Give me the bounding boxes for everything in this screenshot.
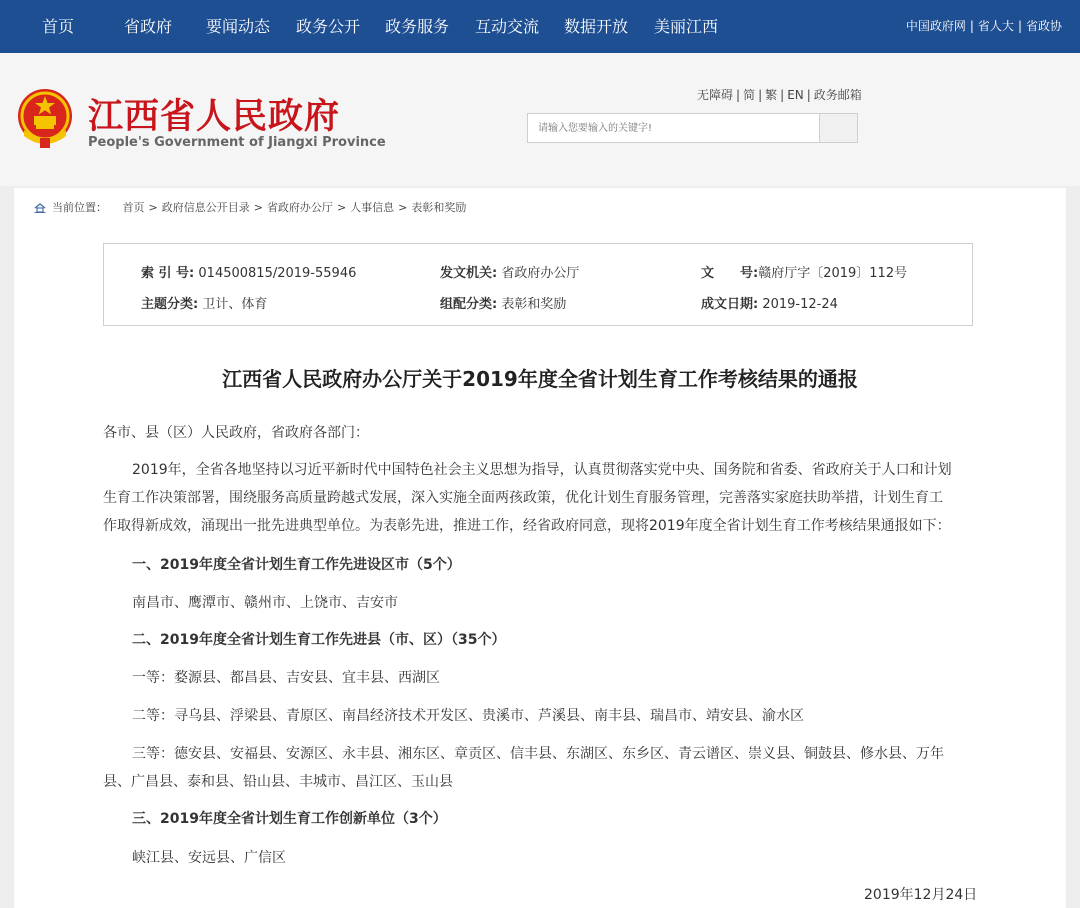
section3-list: 峡江县、安远县、广信区 bbox=[132, 850, 286, 866]
external-links bbox=[906, 0, 1062, 53]
intro-line-2: 生育工作决策部署，围绕服务高质量跨越式发展，深入实施全面两孩政策，优化计划生育服务管理，完善落实家庭扶助举措，计划生育工 bbox=[103, 490, 943, 506]
breadcrumb-item-personnel-info[interactable]: 人事信息 bbox=[350, 201, 395, 214]
link-english[interactable]: EN bbox=[787, 88, 804, 102]
breadcrumb-label: 当前位置： bbox=[52, 201, 107, 214]
tier1-list: 一等：婺源县、都昌县、吉安县、宜丰县、西湖区 bbox=[132, 670, 440, 686]
separator: | bbox=[736, 88, 741, 102]
section2-heading: 二、2019年度全省计划生育工作先进县（市、区）（35个） bbox=[132, 632, 506, 648]
tier3-list-line-1: 三等：德安县、安福县、安源区、永丰县、湘东区、章贡区、信丰县、东湖区、东乡区、青云谱区、崇义县、铜鼓县、修水县、万年 bbox=[132, 746, 944, 762]
breadcrumb-separator: > bbox=[253, 201, 263, 214]
separator: | bbox=[758, 88, 763, 102]
meta-category bbox=[440, 293, 566, 312]
separator: | bbox=[1017, 19, 1022, 33]
section1-list: 南昌市、鹰潭市、赣州市、上饶市、吉安市 bbox=[132, 595, 398, 611]
meta-date-label: 成文日期: bbox=[701, 297, 759, 312]
meta-issuer-label: 发文机关: bbox=[440, 266, 498, 281]
meta-index bbox=[141, 262, 356, 281]
link-gov-mailbox[interactable]: 政务邮箱 bbox=[813, 88, 862, 102]
link-simplified[interactable]: 简 bbox=[743, 88, 756, 102]
search-input[interactable] bbox=[527, 113, 820, 143]
breadcrumb bbox=[34, 199, 466, 215]
breadcrumb-item-general-office[interactable]: 省政府办公厅 bbox=[266, 201, 333, 214]
top-nav-bar bbox=[0, 0, 1080, 53]
nav-item-interaction[interactable]: 互动交流 bbox=[475, 17, 540, 36]
meta-category-value: 表彰和奖励 bbox=[501, 297, 567, 312]
meta-index-value: 014500815/2019-55946 bbox=[198, 266, 357, 281]
nav-item-open-data[interactable]: 数据开放 bbox=[564, 17, 629, 36]
meta-issuer-value: 省政府办公厅 bbox=[501, 266, 580, 281]
separator: | bbox=[780, 88, 785, 102]
meta-topic bbox=[141, 293, 267, 312]
utility-links bbox=[697, 86, 862, 103]
link-provincial-cppcc[interactable]: 省政协 bbox=[1025, 19, 1062, 33]
breadcrumb-separator: > bbox=[148, 201, 158, 214]
nav-item-news[interactable]: 要闻动态 bbox=[206, 17, 271, 36]
document-metadata-box bbox=[103, 243, 973, 326]
site-subtitle-en: People's Government of Jiangxi Province bbox=[88, 135, 386, 150]
section3-heading: 三、2019年度全省计划生育工作创新单位（3个） bbox=[132, 811, 447, 827]
breadcrumb-separator: > bbox=[336, 201, 347, 214]
meta-issuer bbox=[440, 262, 579, 281]
content-panel bbox=[14, 188, 1066, 908]
link-accessibility[interactable]: 无障碍 bbox=[697, 88, 734, 102]
nav-item-beautiful-jiangxi[interactable]: 美丽江西 bbox=[654, 17, 719, 36]
meta-category-label: 组配分类: bbox=[440, 297, 498, 312]
link-traditional[interactable]: 繁 bbox=[765, 88, 778, 102]
greeting: 各市、县（区）人民政府，省政府各部门： bbox=[103, 425, 369, 441]
tier3-list-line-2: 县、广昌县、泰和县、铅山县、丰城市、昌江区、玉山县 bbox=[103, 774, 453, 790]
meta-date bbox=[701, 293, 838, 312]
breadcrumb-item-info-catalog[interactable]: 政府信息公开目录 bbox=[161, 201, 250, 214]
meta-topic-value: 卫计、体育 bbox=[202, 297, 268, 312]
separator: | bbox=[806, 88, 811, 102]
document-title: 江西省人民政府办公厅关于2019年度全省计划生育工作考核结果的通报 bbox=[222, 367, 858, 391]
link-central-gov[interactable]: 中国政府网 bbox=[905, 19, 966, 33]
meta-topic-label: 主题分类: bbox=[141, 297, 199, 312]
link-provincial-congress[interactable]: 省人大 bbox=[977, 19, 1014, 33]
meta-docno-label: 文 号: bbox=[701, 266, 759, 281]
meta-docno-value: 赣府厅字〔2019〕112号 bbox=[758, 266, 908, 281]
intro-line-3: 作取得新成效，涌现出一批先进典型单位。为表彰先进，推进工作，经省政府同意，现将2019年度全省计划生育工作考核结果通报如下： bbox=[103, 518, 951, 534]
nav-item-gov-affairs-open[interactable]: 政务公开 bbox=[296, 17, 361, 36]
separator: | bbox=[969, 19, 974, 33]
site-header bbox=[0, 53, 1080, 186]
nav-item-home[interactable]: 首页 bbox=[42, 17, 75, 36]
meta-index-label: 索 引 号: bbox=[141, 266, 195, 281]
nav-item-gov-services[interactable]: 政务服务 bbox=[385, 17, 450, 36]
home-icon bbox=[34, 203, 46, 213]
search-button[interactable] bbox=[820, 113, 858, 143]
breadcrumb-separator: > bbox=[398, 201, 408, 214]
breadcrumb-item-awards[interactable]: 表彰和奖励 bbox=[411, 201, 467, 214]
nav-item-province-gov[interactable]: 省政府 bbox=[124, 17, 173, 36]
intro-line-1: 2019年，全省各地坚持以习近平新时代中国特色社会主义思想为指导，认真贯彻落实党中央、国务院和省委、省政府关于人口和计划 bbox=[132, 462, 952, 478]
meta-docno bbox=[701, 262, 907, 281]
document-date: 2019年12月24日 bbox=[864, 887, 978, 903]
meta-date-value: 2019-12-24 bbox=[762, 297, 838, 312]
breadcrumb-item-home[interactable]: 首页 bbox=[122, 201, 145, 214]
section1-heading: 一、2019年度全省计划生育工作先进设区市（5个） bbox=[132, 557, 461, 573]
site-title[interactable]: 江西省人民政府 bbox=[88, 97, 341, 137]
national-emblem-icon[interactable] bbox=[14, 86, 76, 152]
tier2-list: 二等：寻乌县、浮梁县、青原区、南昌经济技术开发区、贵溪市、芦溪县、南丰县、瑞昌市、靖安县、渝水区 bbox=[132, 708, 804, 724]
